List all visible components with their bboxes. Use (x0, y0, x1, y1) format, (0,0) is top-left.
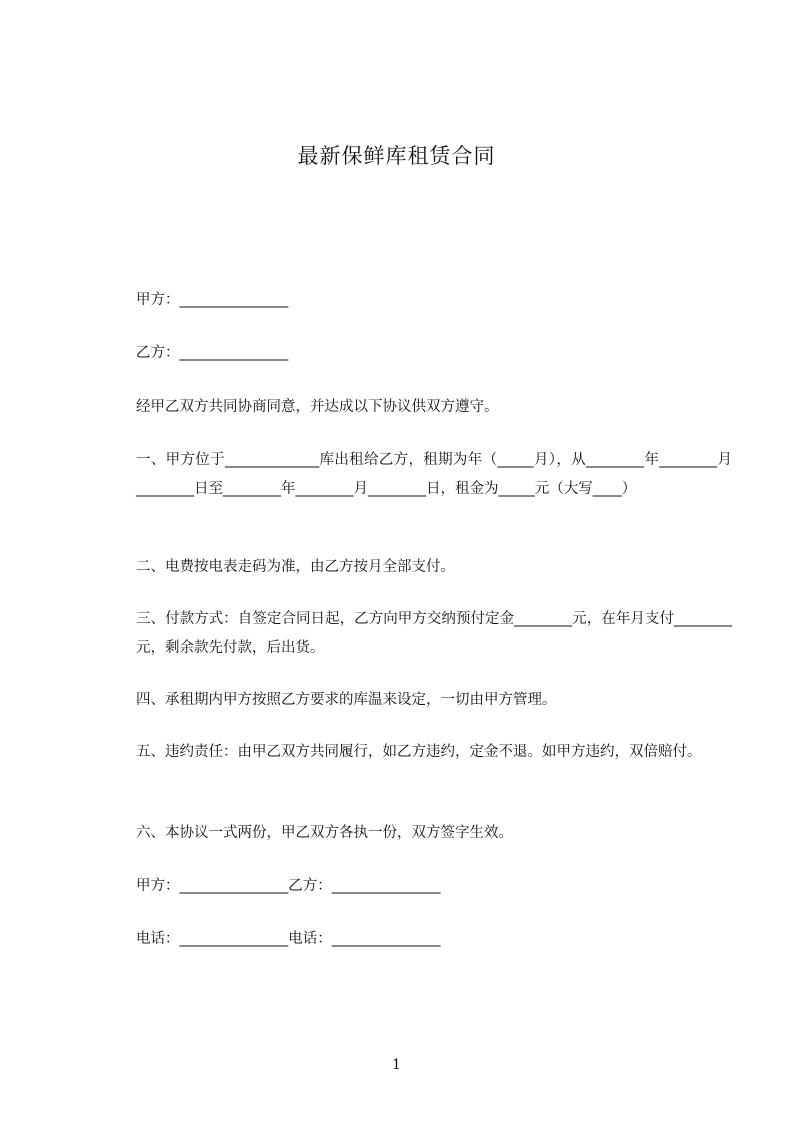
party-b-field: 乙方：_______________ (136, 345, 289, 361)
signature-line: 甲方：_______________乙方：_______________ (136, 878, 441, 894)
clause-4: 四、承租期内甲方按照乙方要求的库温来设定，一切由甲方管理。 (136, 692, 557, 708)
clause-3: 三、付款方式：自签定合同日起，乙方向甲方交纳预付定金________元，在年月支付________元，剩余款先付款，后出货。 (136, 611, 732, 656)
clause-2: 二、电费按电表走码为准，由乙方按月全部支付。 (136, 559, 455, 575)
intro-paragraph: 经甲乙双方共同协商同意，并达成以下协议供双方遵守。 (136, 399, 499, 415)
phone-line: 电话：_______________电话：_______________ (136, 931, 441, 947)
clause-1: 一、甲方位于_____________库出租给乙方，租期为年（_____月），从________年________月________日至________年________月________日，租金为_____元（大写____） (136, 452, 732, 497)
page-number: 1 (392, 1057, 401, 1073)
clause-6: 六、本协议一式两份，甲乙双方各执一份，双方签字生效。 (136, 825, 513, 841)
document-title: 最新保鲜库租赁合同 (297, 144, 496, 168)
party-a-field: 甲方：_______________ (136, 292, 289, 308)
clause-5: 五、违约责任：由甲乙双方共同履行，如乙方违约，定金不退。如甲方违约，双倍赔付。 (136, 744, 702, 760)
